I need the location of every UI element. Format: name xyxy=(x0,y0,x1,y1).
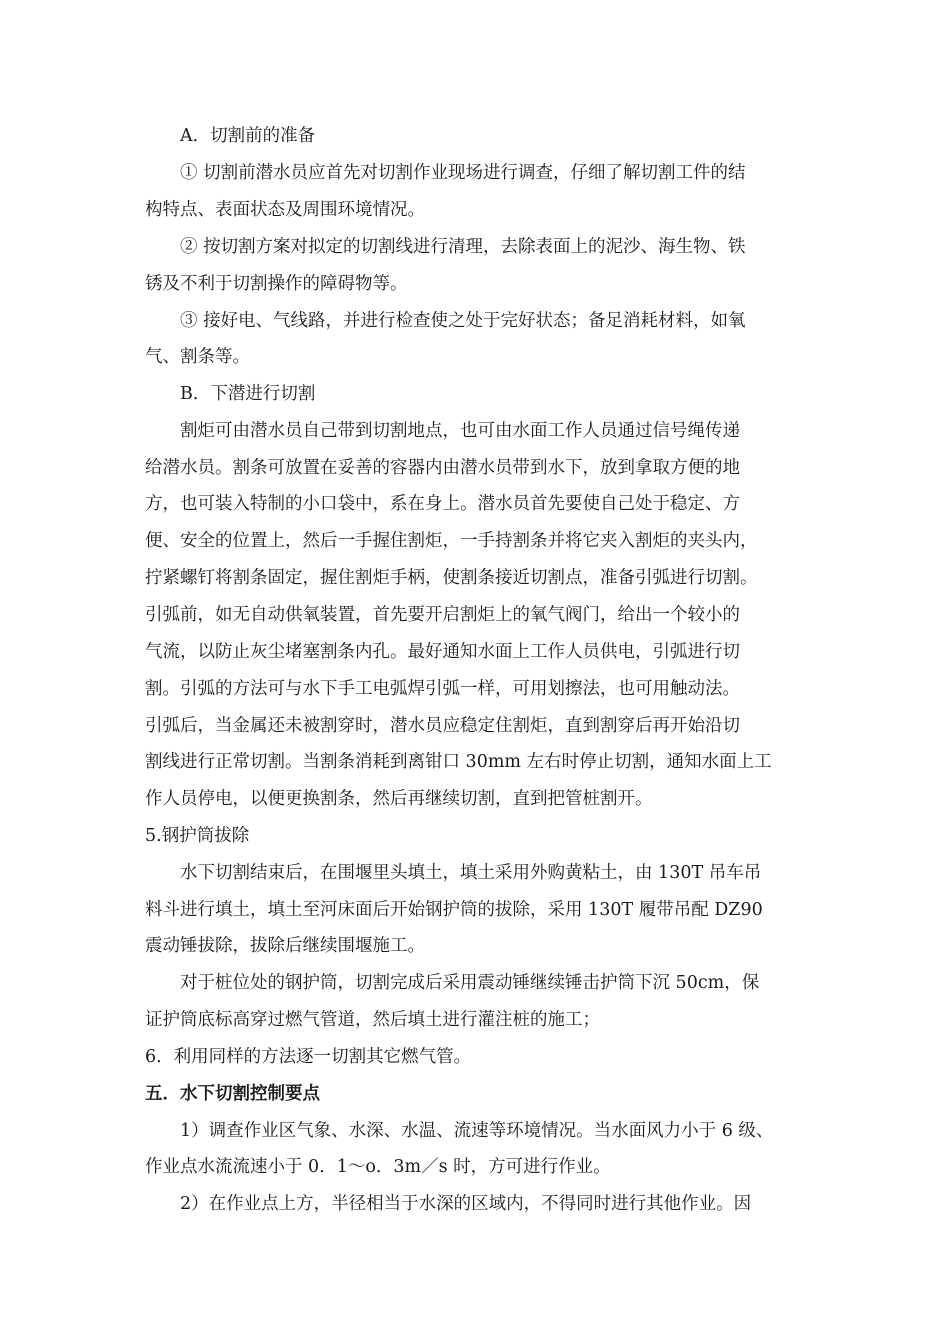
paragraph-line: 水下切割结束后，在围堰里头填土，填土采用外购黄粘土，由 130T 吊车吊 xyxy=(180,863,762,883)
paragraph-line: 引弧前，如无自动供氧装置，首先要开启割炬上的氧气阀门，给出一个较小的 xyxy=(145,605,740,625)
paragraph-line: 锈及不利于切割操作的障碍物等。 xyxy=(145,274,408,294)
paragraph-line: 对于桩位处的钢护筒，切割完成后采用震动锤继续锤击护筒下沉 50cm，保 xyxy=(180,973,760,993)
paragraph-line: 引弧后，当金属还未被割穿时，潜水员应稳定住割炬，直到割穿后再开始沿切 xyxy=(145,716,740,736)
section-heading-5: 5.钢护筒拔除 xyxy=(145,826,250,846)
subheading-b: B．下潜进行切割 xyxy=(180,384,316,404)
paragraph-line: 气流，以防止灰尘堵塞割条内孔。最好通知水面上工作人员供电，引弧进行切 xyxy=(145,642,740,662)
paragraph-line: 作业点水流流速小于 0．1～o．3m／s 时，方可进行作业。 xyxy=(145,1157,611,1177)
paragraph-line: 2）在作业点上方，半径相当于水深的区域内，不得同时进行其他作业。因 xyxy=(180,1194,752,1214)
paragraph-line: 拧紧螺钉将割条固定，握住割炬手柄，使割条接近切割点，准备引弧进行切割。 xyxy=(145,568,758,588)
paragraph-line: 证护筒底标高穿过燃气管道，然后填土进行灌注桩的施工； xyxy=(145,1010,600,1030)
paragraph-line: 割线进行正常切割。当割条消耗到离钳口 30mm 左右时停止切割，通知水面上工 xyxy=(145,752,772,772)
paragraph-line: 构特点、表面状态及周围环境情况。 xyxy=(145,200,425,220)
paragraph-line: 震动锤拔除，拔除后继续围堰施工。 xyxy=(145,936,425,956)
paragraph-line: 割炬可由潜水员自己带到切割地点，也可由水面工作人员通过信号绳传递 xyxy=(180,421,740,441)
paragraph-line: 1）调查作业区气象、水深、水温、流速等环境情况。当水面风力小于 6 级、 xyxy=(180,1121,774,1141)
paragraph-line: 气、割条等。 xyxy=(145,347,250,367)
chapter-heading: 五．水下切割控制要点 xyxy=(145,1084,320,1104)
paragraph-line: 料斗进行填土，填土至河床面后开始钢护筒的拔除，采用 130T 履带吊配 DZ90 xyxy=(145,900,763,920)
paragraph-line: 作人员停电，以便更换割条，然后再继续切割，直到把管桩割开。 xyxy=(145,789,653,809)
paragraph-line: 给潜水员。割条可放置在妥善的容器内由潜水员带到水下，放到拿取方便的地 xyxy=(145,458,740,478)
paragraph-line: 方，也可装入特制的小口袋中，系在身上。潜水员首先要使自己处于稳定、方 xyxy=(145,494,740,514)
subheading-a: A．切割前的准备 xyxy=(180,126,316,146)
paragraph-line: 割。引弧的方法可与水下手工电弧焊引弧一样，可用划擦法，也可用触动法。 xyxy=(145,679,740,699)
paragraph-line: ② 按切割方案对拟定的切割线进行清理，去除表面上的泥沙、海生物、铁 xyxy=(180,237,746,257)
paragraph-line: ① 切割前潜水员应首先对切割作业现场进行调查，仔细了解切割工件的结 xyxy=(180,163,746,183)
paragraph-line: 便、安全的位置上，然后一手握住割炬，一手持割条并将它夹入割炬的夹头内， xyxy=(145,531,758,551)
section-heading-6: 6．利用同样的方法逐一切割其它燃气管。 xyxy=(145,1047,472,1067)
paragraph-line: ③ 接好电、气线路，并进行检查使之处于完好状态；备足消耗材料，如氧 xyxy=(180,311,746,331)
